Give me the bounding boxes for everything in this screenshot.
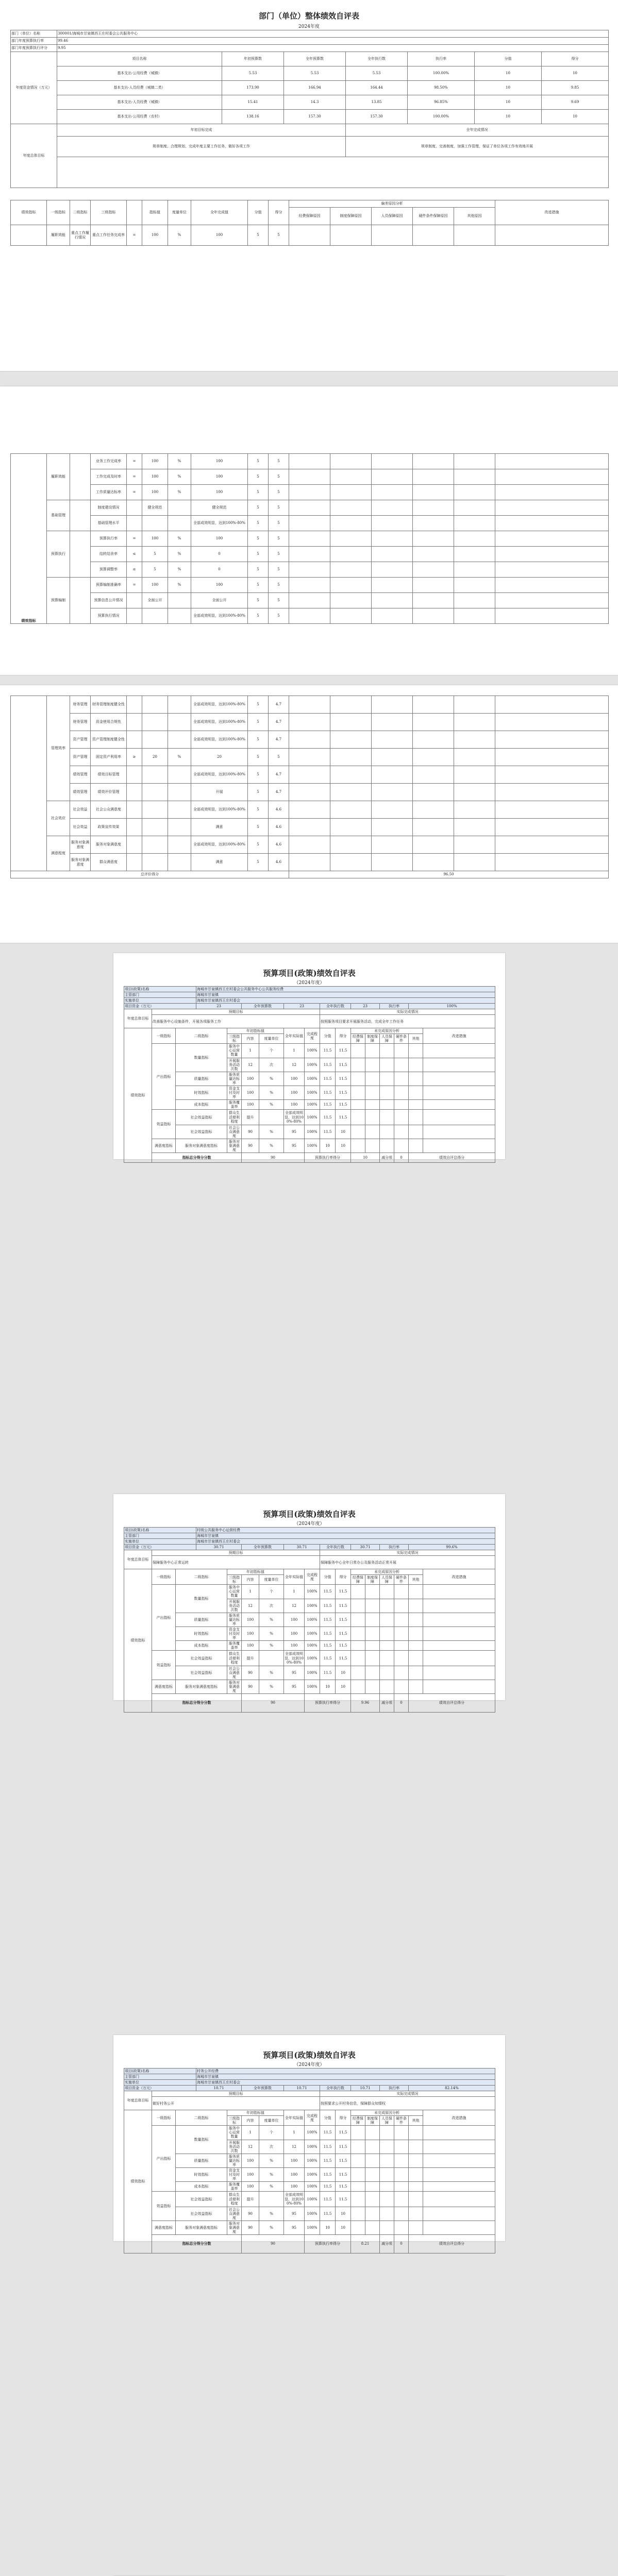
score-header: 得分 <box>269 200 289 225</box>
table-row: 社会效益指标 社会公众满意度 90 % 95 100% 11.5 10 <box>124 2207 495 2221</box>
eval-page <box>113 953 505 1159</box>
table-row: 满意度指标 服务对象满意度指标 服务对象满意度 90 % 95 100% 10 10 <box>124 1139 495 1153</box>
table-row: 社会效益指标 社会公众满意度 90 % 95 100% 11.5 10 <box>124 1666 495 1680</box>
reason-system-header: 制度保障原因 <box>330 208 372 225</box>
page-year: 2024年度 <box>298 24 320 29</box>
table-row: 资产管理 资产管理制度健全性 全部成效明显，达到100%-80% 5 4.7 <box>11 731 609 749</box>
funds-label: 年度资金情况（万元） <box>11 52 57 124</box>
dept-value: 300001/海城市甘泉镇西王庄村委会公共服务中心 <box>57 30 609 38</box>
goal-detail-right: 规章制度，完善制度，加强工作管理，保证了单位各项工作有效地开展 <box>346 137 609 157</box>
dept-label: 部门（单位）名称 <box>11 30 57 38</box>
table-row: 服务对象满意度 群众满意度 满意 5 4.6 <box>11 854 609 871</box>
eval-title: 预算项目(政策)绩效自评表 <box>263 1510 356 1519</box>
indicators-header: 绩效指标 <box>11 200 47 225</box>
table-row: 财务管理 资金使用合规性 全部成效明显，达到100%-80% 5 4.7 <box>11 714 609 731</box>
table-row: 时效指标 资金支付及时率 100 % 100 100% 11.5 11.5 <box>124 1626 495 1640</box>
goal-actual: 全年完成情况 <box>346 124 609 137</box>
goal-label: 年度总体目标 <box>11 124 57 188</box>
table-row: 效益指标 社会效益指标 群众生活便利程度 提升 全部成效明显，达到100%-80% 100% 11.5 11.5 <box>124 1110 495 1125</box>
table-row: 质量指标 服务质量达标率 100 % 100 100% 11.5 11.5 <box>124 2154 495 2167</box>
reason-header: 偏差原因分析 <box>289 200 495 208</box>
weight-header: 分值 <box>248 200 269 225</box>
reason-hardware-header: 硬件条件保障原因 <box>413 208 454 225</box>
table-row: 结转结余率 ≤ 5 % 0 5 5 <box>11 547 609 562</box>
table-row: 预算执行情况 全部成效明显，达到100%-80% 5 5 <box>11 608 609 624</box>
l2-header: 二级指标 <box>70 200 91 225</box>
table-row: 基础管理水平 全部成效明显，达到100%-80% 5 5 <box>11 516 609 531</box>
unit-header: 度量单位 <box>168 200 191 225</box>
rate-header: 执行率 <box>408 52 475 66</box>
exec-header: 全年执行数 <box>346 52 408 66</box>
table-row: 基础管理 制度建设情况 健全规范 健全规范 5 5 <box>11 500 609 516</box>
reason-funds-header: 经费保障原因 <box>289 208 330 225</box>
project-row: 基本支出-人员经费（城镇二类） 173.90 166.94 164.44 98.50% 10 9.85 <box>11 81 609 95</box>
project-row: 基本支出-公用经费（城镇） 5.53 5.53 5.53 100.00% 10 10 <box>11 66 609 81</box>
total-label: 总评价得分 <box>11 871 289 878</box>
table-row: 社会效应 社会效益 社会公众满意度 全部成效明显，达到100%-80% 5 4.6 <box>11 801 609 819</box>
perf-indicator-table <box>10 200 609 246</box>
budget-score-label: 部门年度预算执行评分 <box>11 45 57 52</box>
year-budget-header: 年初预算数 <box>222 52 284 66</box>
budget-score-value: 9.95 <box>57 45 609 52</box>
org-performance-table <box>10 30 609 188</box>
project-header: 项目名称 <box>57 52 222 66</box>
table-row: 预算调整率 ≤ 5 % 0 5 5 <box>11 562 609 578</box>
weight-header: 分值 <box>475 52 542 66</box>
project-row: 基本支出-人员经费（城镇） 15.41 14.3 13.85 96.85% 10 9.69 <box>11 95 609 110</box>
eval-project: 村级公共服务中心运营经费 <box>196 1528 495 1533</box>
score-header: 得分 <box>542 52 609 66</box>
actual-header: 全年完成值 <box>191 200 248 225</box>
table-row: 开展服务活动次数 12 次 12 100% 11.5 11.5 <box>124 2140 495 2154</box>
exec-rate-value: 99.46 <box>57 38 609 45</box>
table-row: 满意程度 服务对象满意度 服务对象满意度 全部成效明显，达到100%-80% 5 4.6 <box>11 836 609 854</box>
reason-other-header: 其他原因 <box>454 208 495 225</box>
reason-staff-header: 人员保障原因 <box>372 208 413 225</box>
exec-rate-label: 部门年度预算执行率 <box>11 38 57 45</box>
perf-indicator-table-cont <box>10 453 609 624</box>
measure-header: 改进措施 <box>495 200 609 225</box>
target-header: 指标值 <box>142 200 168 225</box>
table-row: 管理效率 财务管理 财务管理制度健全性 全部成效明显，达到100%-80% 5 4.7 <box>11 696 609 714</box>
page-2 <box>0 386 618 675</box>
eval-title: 预算项目(政策)绩效自评表 <box>263 969 356 978</box>
table-row: 绩效管理 绩效目标管理 全部成效明显，达到100%-80% 5 4.7 <box>11 766 609 784</box>
sign-header <box>127 200 142 225</box>
table-row: 产出指标 数量指标 服务中心运营数量 1 个 1 100% 11.5 11.5 <box>124 1585 495 1599</box>
perf-indicator-table-cont-2 <box>10 696 609 878</box>
table-row: 开展服务活动次数 12 次 12 100% 11.5 11.5 <box>124 1599 495 1613</box>
table-row: 产出指标 数量指标 服务中心运营数量 1 个 1 100% 11.5 11.5 <box>124 2126 495 2140</box>
table-row: 质量指标 服务质量达标率 100 % 100 100% 11.5 11.5 <box>124 1613 495 1626</box>
total-value: 96.50 <box>289 871 609 878</box>
table-row: 成本指标 服务覆盖率 100 % 100 100% 11.5 11.5 <box>124 2181 495 2191</box>
table-row: 产出指标 数量指标 服务中心运营数量 1 个 1 100% 11.5 11.5 <box>124 1044 495 1058</box>
eval-title: 预算项目(政策)绩效自评表 <box>263 2050 356 2060</box>
project-row: 基本支出-公用经费（农村） 138.16 157.30 157.30 100.00% 10 10 <box>11 110 609 124</box>
goal-spacer <box>57 157 609 188</box>
table-row: 预算执行 预算执行率 = 100 % 100 5 5 <box>11 531 609 547</box>
table-row: 资产管理 固定资产利用率 ≥ 20 % 20 5 5 <box>11 749 609 766</box>
page-title: 部门（单位）整体绩效自评表 <box>258 11 359 21</box>
table-row: 成本指标 服务覆盖率 100 % 100 100% 11.5 11.5 <box>124 1099 495 1109</box>
page-1 <box>0 0 618 371</box>
goal-detail-left: 规章制度、合理规划，完成年度主要工作任务，做好各项工作 <box>57 137 346 157</box>
table-row: 时效指标 资金支付及时率 100 % 100 100% 11.5 11.5 <box>124 1086 495 1099</box>
table-row: 工作质量达标率 = 100 % 100 5 5 <box>11 485 609 500</box>
table-row: 满意度指标 服务对象满意度指标 服务对象满意度 90 % 95 100% 10 10 <box>124 1680 495 1694</box>
eval-project: 海城市甘泉镇西王庄村委会公共服务中心公共服务经费 <box>196 987 495 992</box>
table-row: 质量指标 服务质量达标率 100 % 100 100% 11.5 11.5 <box>124 1072 495 1086</box>
table-row: 社会效益 政策宣传效果 满意 5 4.6 <box>11 819 609 836</box>
table-row: 绩效管理 绩效评价管理 开展 5 4.7 <box>11 784 609 801</box>
goal-expected: 年初目标完成 <box>57 124 346 137</box>
eval-year: （2024年度） <box>294 980 325 986</box>
table-row: 工作完成及时率 = 100 % 100 5 5 <box>11 469 609 485</box>
table-row: 满意度指标 服务对象满意度指标 服务对象满意度 90 % 95 100% 10 10 <box>124 2221 495 2235</box>
table-row: 绩效指标 履职效能 业务工作完成率 = 100 % 100 5 5 <box>11 454 609 469</box>
eval-table: 项目(政策)名称 村务公开经费 主管部门 海城市甘泉镇 实施单位 海城市甘泉镇西王庄村委会 项目资金（万元） 10.71 全年预算数 10.71 全年执行数 10.71 执行率 82.14% 年度总体目标 预期目标 实际完成情况 做好村务公开 按照要求公开村务信息，保障群众知情权 绩效指标 一级指标 二级指标 年初指标值 全年实际值 完成程度 分值 得分 未完成原因分析 改进措施 三级指标 内容 度量单位 经费保障 制度保障 人员保障 硬件条件 其他 产出指标 数量指标 服务中心运营数量 1 个 1 100% 11.5 11.5 开展服务活动次数 12 次 12 100% 11.5 11.5 质量指标 服务质量达标率 100 % 100 100% 11.5 11.5 时效指标 资金支付及时率 100 % 100 100% 11.5 11.5 成本指标 服务覆盖率 100 % 100 100% 11.5 11.5 效益指标 社会效益指标 群众生活便利程度 提升 全部成效明显，达到100%-80% 100% 11.5 11.5 社会效益指标 社会公众满意度 90 % 95 100% 11.5 10 满意度指标 服务对象满意度指标 服务对象满意度 90 % 95 100% 10 10 指标总分得分分数 90 预算执行率得分 8.21 减分项 0 绩效自评总得分 <box>124 2068 495 2253</box>
l3-header: 三级指标 <box>91 200 127 225</box>
eval-score-total: 90 <box>242 1694 305 1712</box>
table-row: 效益指标 社会效益指标 群众生活便利程度 提升 全部成效明显，达到100%-80% 100% 11.5 11.5 <box>124 2192 495 2207</box>
table-row: 预算信息公开情况 全面公开 全面公开 5 5 <box>11 593 609 608</box>
l1-header: 一级指标 <box>47 200 70 225</box>
eval-year: （2024年度） <box>294 2062 325 2067</box>
table-row: 成本指标 服务覆盖率 100 % 100 100% 11.5 11.5 <box>124 1640 495 1650</box>
eval-table: 项目(政策)名称 海城市甘泉镇西王庄村委会公共服务中心公共服务经费 主管部门 海城市甘泉镇 实施单位 海城市甘泉镇西王庄村委会 项目资金（万元） 23 全年预算数 23 全年执行数 23 执行率 100% 年度总体目标 预期目标 实际完成情况 改善服务中心设施条件，开展各项服务工作 按照服务项目要求开展服务活动，完成全年工作任务 绩效指标 一级指标 二级指标 年初指标值 全年实际值 完成程度 分值 得分 未完成原因分析 改进措施 三级指标 内容 度量单位 经费保障 制度保障 人员保障 硬件条件 其他 产出指标 数量指标 服务中心运营数量 1 个 1 100% 11.5 11.5 开展服务活动次数 12 次 12 100% 11.5 11.5 质量指标 服务质量达标率 100 % 100 100% 11.5 11.5 时效指标 资金支付及时率 100 % 100 100% 11.5 11.5 成本指标 服务覆盖率 100 % 100 100% 11.5 11.5 效益指标 社会效益指标 群众生活便利程度 提升 全部成效明显，达到100%-80% 100% 11.5 11.5 社会效益指标 社会公众满意度 90 % 95 100% 11.5 10 满意度指标 服务对象满意度指标 服务对象满意度 90 % 95 100% 10 10 指标总分得分分数 90 预算执行率得分 10 减分项 0 绩效自评总得分 <box>124 986 495 1163</box>
eval-score-total: 90 <box>242 1153 305 1163</box>
table-row: 时效指标 资金支付及时率 100 % 100 100% 11.5 11.5 <box>124 2167 495 2181</box>
eval-page <box>113 1494 505 1705</box>
table-row: 社会效益指标 社会公众满意度 90 % 95 100% 11.5 10 <box>124 1125 495 1139</box>
page-3 <box>0 685 618 943</box>
table-row: 效益指标 社会效益指标 群众生活便利程度 提升 全部成效明显，达到100%-80% 100% 11.5 11.5 <box>124 1651 495 1666</box>
table-row: 预算编制 预算编制准确率 = 100 % 100 5 5 <box>11 578 609 593</box>
table-row: 履职效能 重点工作履行情况 重点工作任务完成率 = 100 % 100 5 5 <box>11 225 609 246</box>
eval-page <box>113 2035 505 2246</box>
eval-table: 项目(政策)名称 村级公共服务中心运营经费 主管部门 海城市甘泉镇 实施单位 海城市甘泉镇西王庄村委会 项目资金（万元） 30.71 全年预算数 30.71 全年执行数 30.71 执行率 99.6% 年度总体目标 预期目标 实际完成情况 保障服务中心正常运转 保障服务中心全年日常办公及服务活动正常开展 绩效指标 一级指标 二级指标 年初指标值 全年实际值 完成程度 分值 得分 未完成原因分析 改进措施 三级指标 内容 度量单位 经费保障 制度保障 人员保障 硬件条件 其他 产出指标 数量指标 服务中心运营数量 1 个 1 100% 11.5 11.5 开展服务活动次数 12 次 12 100% 11.5 11.5 质量指标 服务质量达标率 100 % 100 100% 11.5 11.5 时效指标 资金支付及时率 100 % 100 100% 11.5 11.5 成本指标 服务覆盖率 100 % 100 100% 11.5 11.5 效益指标 社会效益指标 群众生活便利程度 提升 全部成效明显，达到100%-80% 100% 11.5 11.5 社会效益指标 社会公众满意度 90 % 95 100% 11.5 10 满意度指标 服务对象满意度指标 服务对象满意度 90 % 95 100% 10 10 指标总分得分分数 90 预算执行率得分 9.96 减分项 0 绩效自评总得分 <box>124 1527 495 1713</box>
eval-year: （2024年度） <box>294 1521 325 1527</box>
eval-score-total: 90 <box>242 2235 305 2253</box>
table-row: 开展服务活动次数 12 次 12 100% 11.5 11.5 <box>124 1058 495 1072</box>
eval-project: 村务公开经费 <box>196 2069 495 2074</box>
final-budget-header: 全年预算数 <box>284 52 346 66</box>
